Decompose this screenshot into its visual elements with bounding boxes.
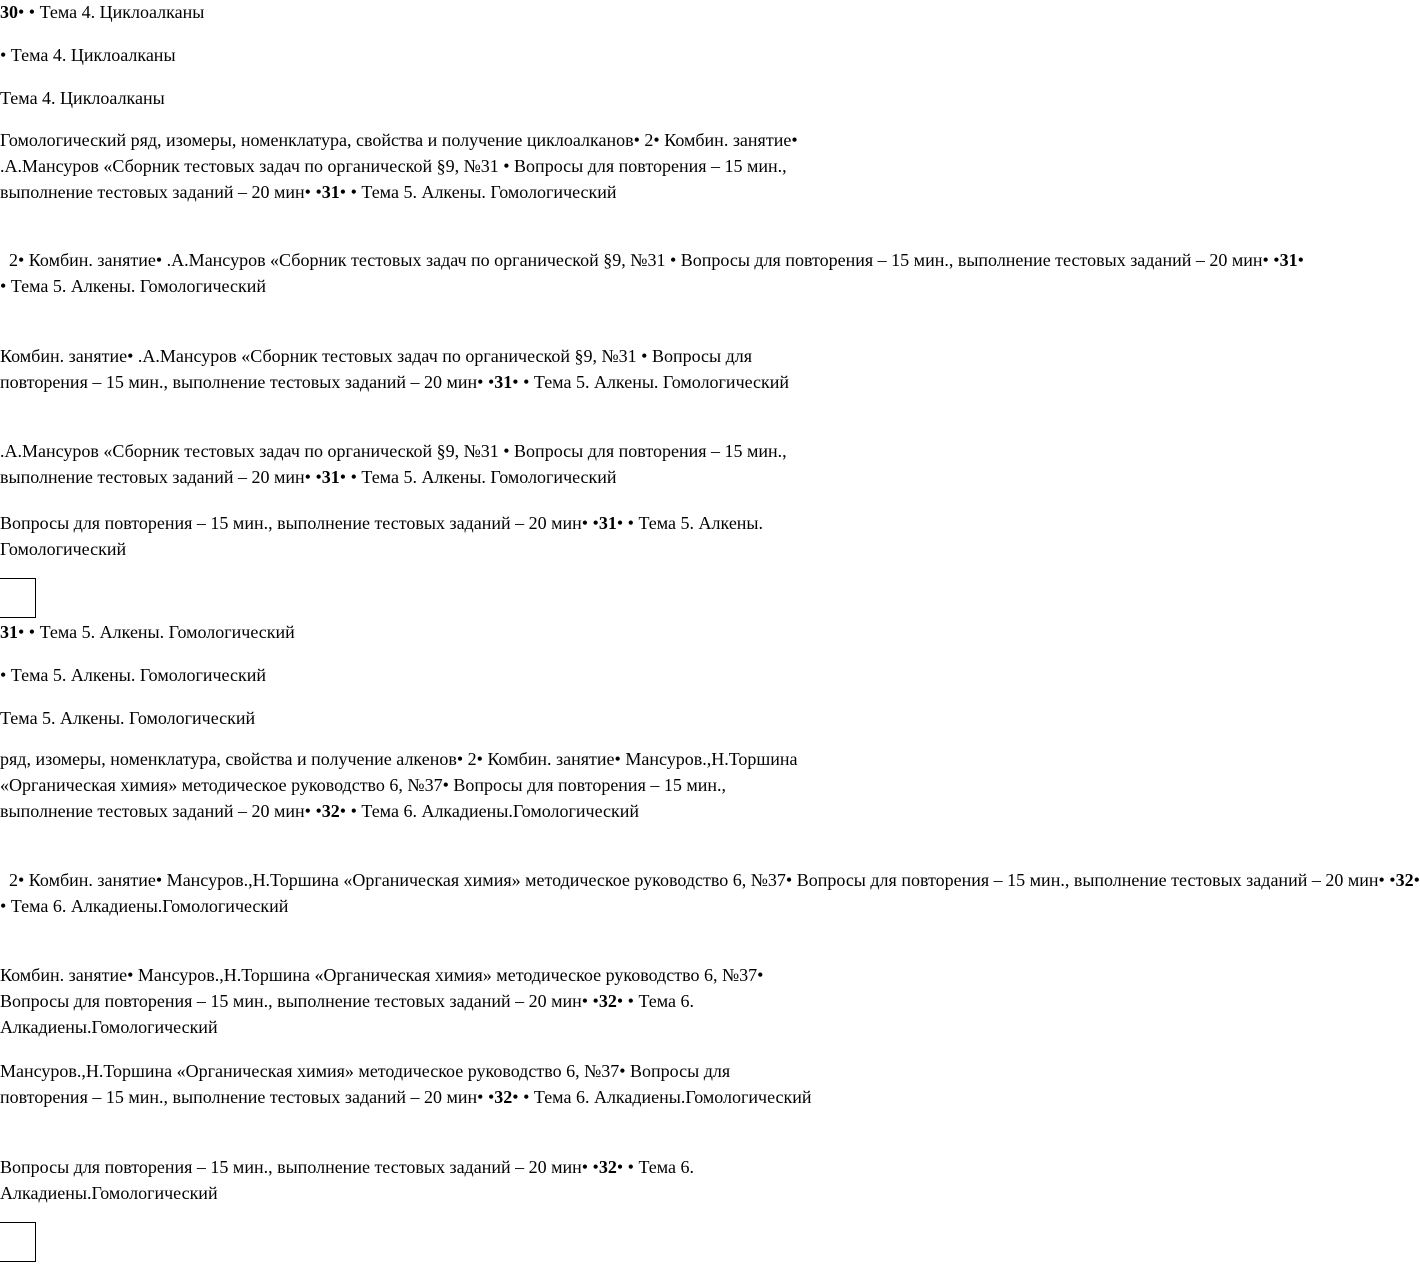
paragraph-topic-5-header: 31• • Тема 5. Алкены. Гомологический	[0, 622, 295, 642]
paragraph-topic-4-description: Гомологический ряд, изомеры, номенклатура, свойства и получение циклоалканов• 2• Комбин. занятие• .А.Мансуров «Сборник тестовых задач по органической §9, №31 • Вопросы для повторения – 15 мин., выполнение тестовых заданий – 20 мин• •31• • Тема 5. Алкены. Гомологический	[0, 130, 798, 202]
page-number: 31	[0, 622, 18, 642]
paragraph-topic-5-title: Тема 5. Алкены. Гомологический	[0, 708, 256, 728]
paragraph-topic-4-combined: Комбин. занятие• .А.Мансуров «Сборник тестовых задач по органической §9, №31 • Вопросы для повторения – 15 мин., выполнение тестовых заданий – 20 мин• •31• • Тема 5. Алкены. Гомологический	[0, 346, 790, 392]
paragraph-topic-4-title: Тема 4. Циклоалканы	[0, 88, 165, 108]
paragraph-topic-5-lesson: 2• Комбин. занятие• Мансуров.,Н.Торшина «Органическая химия» методическое руководство 6, №37• Вопросы для повторения – 15 мин., выполнение тестовых заданий – 20 мин• •32• • Тема 6. Алкадиены.Гомологический	[0, 870, 1420, 916]
paragraph-topic-5-bullet: • Тема 5. Алкены. Гомологический	[0, 665, 266, 685]
paragraph-topic-4-source: .А.Мансуров «Сборник тестовых задач по органической §9, №31 • Вопросы для повторения – 15 мин., выполнение тестовых заданий – 20 мин• •31• • Тема 5. Алкены. Гомологический	[0, 441, 787, 487]
paragraph-topic-5-source: Мансуров.,Н.Торшина «Органическая химия» методическое руководство 6, №37• Вопросы для повторения – 15 мин., выполнение тестовых заданий – 20 мин• •32• • Тема 6. Алкадиены.Гомологический	[0, 1061, 812, 1107]
paragraph-topic-4-questions: Вопросы для повторения – 15 мин., выполнение тестовых заданий – 20 мин• •31• • Тема 5. Алкены. Гомологический	[0, 513, 764, 559]
paragraph-topic-5-questions: Вопросы для повторения – 15 мин., выполнение тестовых заданий – 20 мин• •32• • Тема 6. Алкадиены.Гомологический	[0, 1157, 695, 1203]
page-number: 30	[0, 2, 18, 22]
paragraph-topic-4-header: 30• • Тема 4. Циклоалканы	[0, 2, 205, 22]
paragraph-topic-4-lesson: 2• Комбин. занятие• .А.Мансуров «Сборник тестовых задач по органической §9, №31 • Вопросы для повторения – 15 мин., выполнение тестовых заданий – 20 мин• •31• • Тема 5. Алкены. Гомологический	[0, 250, 1304, 296]
empty-box	[0, 578, 36, 618]
paragraph-topic-5-description: ряд, изомеры, номенклатура, свойства и получение алкенов• 2• Комбин. занятие• Мансуров.,Н.Торшина «Органическая химия» методическое руководство 6, №37• Вопросы для повторения – 15 мин., выполнение тестовых заданий – 20 мин• •32• • Тема 6. Алкадиены.Гомологический	[0, 749, 798, 821]
paragraph-topic-4-bullet: • Тема 4. Циклоалканы	[0, 45, 176, 65]
empty-box	[0, 1222, 36, 1262]
paragraph-topic-5-combined: Комбин. занятие• Мансуров.,Н.Торшина «Органическая химия» методическое руководство 6, №37• Вопросы для повторения – 15 мин., выполнение тестовых заданий – 20 мин• •32• • Тема 6. Алкадиены.Гомологический	[0, 965, 764, 1037]
